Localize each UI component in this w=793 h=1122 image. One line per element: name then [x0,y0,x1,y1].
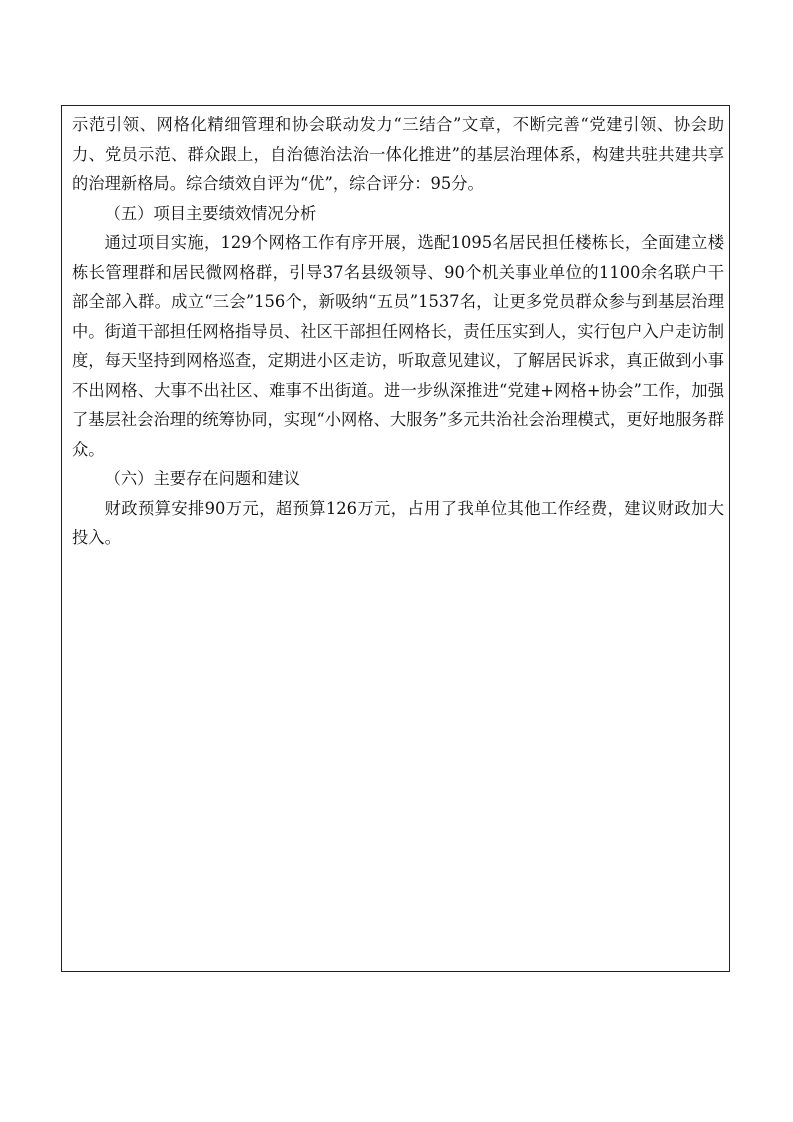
section-heading-6: （六）主要存在问题和建议 [104,469,300,488]
paragraph-summary: 示范引领、网格化精细管理和协会联动发力“三结合”文章，不断完善“党建引领、协会助力、党员示范、群众跟上，自治德治法治一体化推进”的基层治理体系，构建共驻共建共享的治理新格局。综合绩效自评为“优”，综合评分：95分。 [72,115,724,193]
document-body [72,110,724,553]
paragraph-performance-analysis: 通过项目实施，129个网格工作有序开展，选配1095名居民担任楼栋长，全面建立楼栋长管理群和居民微网格群，引导37名县级领导、90个机关事业单位的1100余名联户干部全部入群。成立“三会”156个，新吸纳“五员”1537名，让更多党员群众参与到基层治理中。街道干部担任网格指导员、社区干部担任网格长，责任压实到人，实行包户入户走访制度，每天坚持到网格巡查，定期进小区走访，听取意见建议，了解居民诉求，真正做到小事不出网格、大事不出社区、难事不出街道。进一步纵深推进“党建+网格+协会”工作，加强了基层社会治理的统筹协同，实现“小网格、大服务”多元共治社会治理模式，更好地服务群众。 [72,233,724,459]
section-heading-5: （五）项目主要绩效情况分析 [104,203,317,223]
paragraph-problems-suggestions: 财政预算安排90万元，超预算126万元，占用了我单位其他工作经费，建议财政加大投入。 [72,498,724,547]
